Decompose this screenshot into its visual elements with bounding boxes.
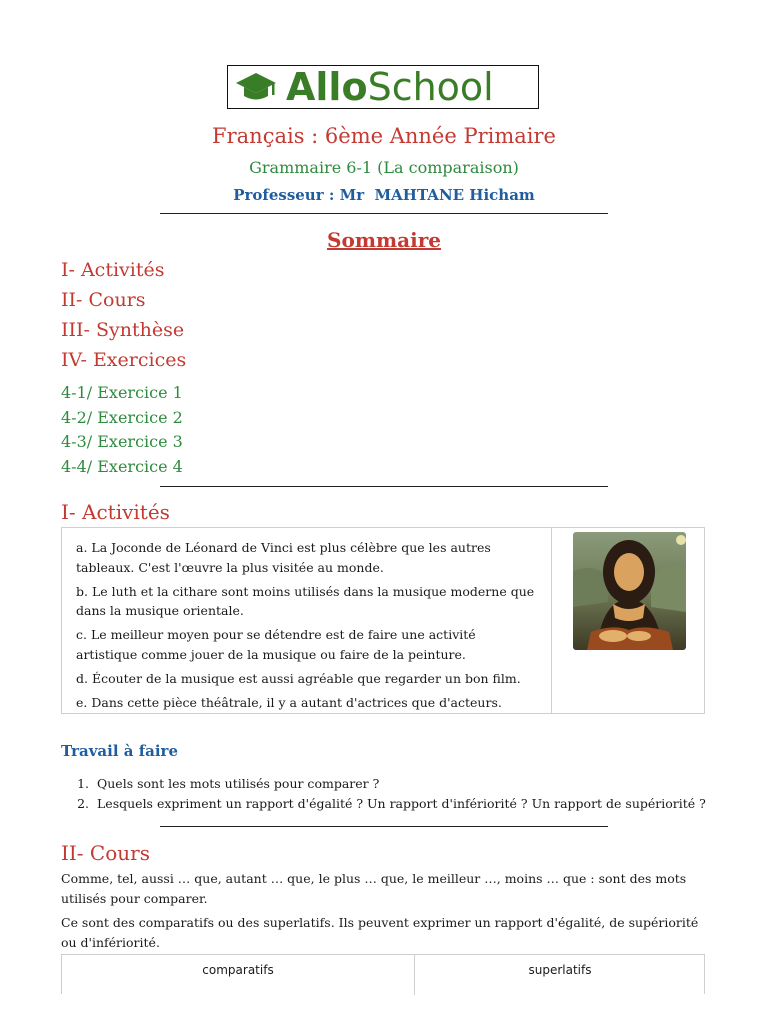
- sentence-d: d. Écouter de la musique est aussi agréable que regarder un bon film.: [76, 670, 521, 686]
- divider: [160, 486, 608, 487]
- logo-text: AlloSchool: [286, 65, 494, 109]
- list-item: 2. Lesquels expriment un rapport d'égalité ? Un rapport d'infériorité ? Un rapport de supériorité ?: [77, 796, 706, 811]
- sentence-b: b. Le luth et la cithare sont moins utilisés dans la musique moderne que dans la musique orientale.: [76, 583, 535, 618]
- toc-item-cours[interactable]: II- Cours: [61, 289, 146, 311]
- sommaire-heading: Sommaire: [327, 228, 441, 252]
- table-divider: [551, 528, 552, 713]
- table-header-superlatifs: superlatifs: [528, 963, 592, 977]
- toc-subitem-exercice-3[interactable]: 4-3/ Exercice 3: [61, 432, 183, 451]
- activities-table: [61, 527, 705, 714]
- comparison-table: [61, 954, 705, 994]
- professor-name: Professeur : Mr MAHTANE Hicham: [233, 186, 535, 204]
- page-subtitle: Grammaire 6-1 (La comparaison): [249, 158, 519, 177]
- activity-sentences: [76, 538, 536, 717]
- toc-subitem-exercice-2[interactable]: 4-2/ Exercice 2: [61, 408, 183, 427]
- graduation-cap-icon: [234, 69, 278, 105]
- list-item: 1. Quels sont les mots utilisés pour comparer ?: [77, 776, 380, 791]
- sentence-a: a. La Joconde de Léonard de Vinci est plus célèbre que les autres tableaux. C'est l'œuvre la plus visitée au monde.: [76, 540, 491, 575]
- cours-paragraph-2: Ce sont des comparatifs ou des superlatifs. Ils peuvent exprimer un rapport d'égalité, de supériorité ou d'infériorité.: [61, 915, 699, 950]
- travail-heading: Travail à faire: [61, 742, 179, 760]
- mona-lisa-image: [573, 532, 686, 650]
- sentence-e: e. Dans cette pièce théâtrale, il y a autant d'actrices que d'acteurs.: [76, 694, 502, 710]
- page-title: Français : 6ème Année Primaire: [212, 124, 556, 148]
- section-heading-activites: I- Activités: [61, 500, 170, 524]
- toc-item-activites[interactable]: I- Activités: [61, 259, 165, 281]
- table-header-comparatifs: comparatifs: [202, 963, 274, 977]
- questions-list: [61, 774, 706, 814]
- section-heading-cours: II- Cours: [61, 841, 150, 865]
- toc-item-exercices[interactable]: IV- Exercices: [61, 349, 187, 371]
- alloschool-logo: [227, 65, 539, 109]
- divider: [160, 826, 608, 827]
- toc-subitem-exercice-4[interactable]: 4-4/ Exercice 4: [61, 457, 183, 476]
- cours-paragraph-1: Comme, tel, aussi … que, autant … que, le plus … que, le meilleur …, moins … que : sont des mots utilisés pour comparer.: [61, 871, 687, 906]
- toc-subitem-exercice-1[interactable]: 4-1/ Exercice 1: [61, 383, 183, 402]
- divider: [160, 213, 608, 214]
- toc-item-synthese[interactable]: III- Synthèse: [61, 319, 185, 341]
- sentence-c: c. Le meilleur moyen pour se détendre est de faire une activité artistique comme jouer de la musique ou faire de la peinture.: [76, 627, 476, 662]
